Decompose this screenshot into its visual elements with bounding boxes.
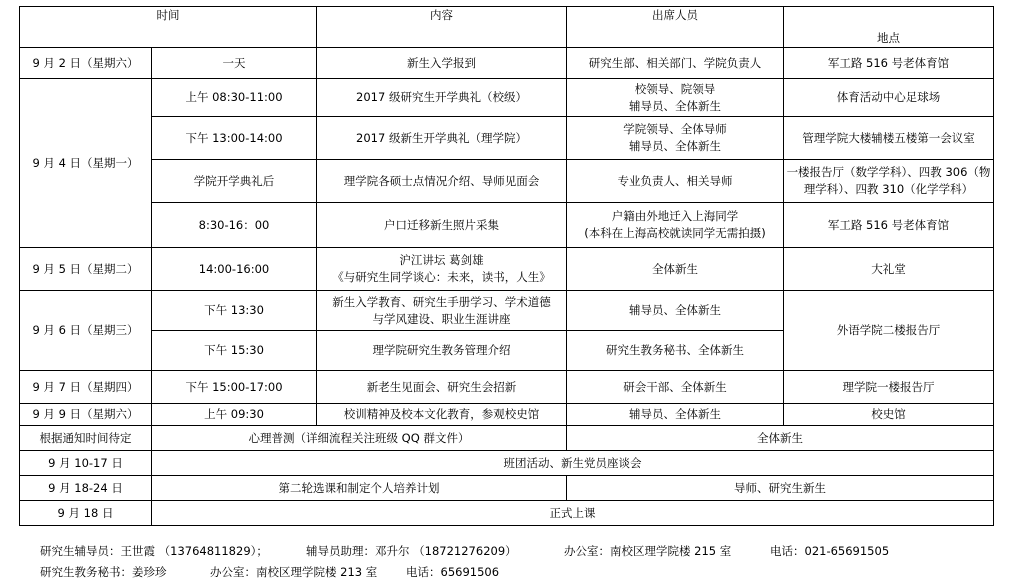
content-cell: 校训精神及校本文化教育，参观校史馆 <box>317 404 567 426</box>
content-cell: 新生入学报到 <box>317 48 567 79</box>
attendees-line: 辅导员、全体新生 <box>629 139 721 153</box>
content-line: 沪江讲坛 葛剑雄 <box>399 253 484 267</box>
time-cell: 一天 <box>152 48 317 79</box>
attendees-cell: 研会干部、全体新生 <box>567 371 784 404</box>
header-time: 时间 <box>20 7 317 48</box>
content-cell: 户口迁移新生照片采集 <box>317 203 567 248</box>
time-cell: 上午 08:30-11:00 <box>152 79 317 117</box>
attendees-cell <box>567 203 784 248</box>
header-location: 地点 <box>784 7 994 48</box>
content-cell: 心理普测（详细流程关注班级 QQ 群文件） <box>152 426 567 451</box>
attendees-cell: 辅导员、全体新生 <box>567 291 784 331</box>
content-line: 与学风建设、职业生涯讲座 <box>372 311 511 326</box>
counselor-contact: 研究生辅导员：王世霞 （13764811829）； <box>40 544 268 558</box>
attendees-line: 辅导员、全体新生 <box>629 98 721 113</box>
table-row <box>20 160 994 203</box>
date-cell: 9 月 4 日（星期一） <box>20 79 152 248</box>
content-cell <box>317 248 567 291</box>
table-row <box>20 79 994 117</box>
date-cell: 9 月 7 日（星期四） <box>20 371 152 404</box>
table-row <box>20 248 994 291</box>
time-cell: 14:00-16:00 <box>152 248 317 291</box>
table-row <box>20 426 994 451</box>
phone-info: 电话：65691506 <box>406 565 500 579</box>
table-row <box>20 203 994 248</box>
location-line: 一楼报告厅（数学学科）、四教 306（物 <box>786 165 991 179</box>
header-content: 内容 <box>317 7 567 48</box>
office-info: 办公室：南校区理学院楼 213 室 <box>210 565 378 579</box>
table-row <box>20 404 994 426</box>
time-cell: 下午 15:00-17:00 <box>152 371 317 404</box>
assistant-contact: 辅导员助理：邓升尔 （18721276209） <box>306 544 517 558</box>
location-cell: 军工路 516 号老体育馆 <box>784 203 994 248</box>
attendees-cell: 全体新生 <box>567 248 784 291</box>
location-cell: 军工路 516 号老体育馆 <box>784 48 994 79</box>
location-line: 理学科）、四教 310（化学学科） <box>803 182 974 196</box>
time-cell: 8:30-16：00 <box>152 203 317 248</box>
phone-info: 电话：021-65691505 <box>770 544 890 558</box>
secretary-contact: 研究生教务秘书：姜珍珍 <box>40 565 167 579</box>
attendees-cell: 导师、研究生新生 <box>567 476 994 501</box>
attendees-line: 学院领导、全体导师 <box>623 122 727 136</box>
table-row <box>20 476 994 501</box>
content-cell: 班团活动、新生党员座谈会 <box>152 451 994 476</box>
content-line: 《与研究生同学谈心：未来，读书，人生》 <box>332 270 551 284</box>
table-header-row <box>20 7 994 48</box>
content-cell: 2017 级新生开学典礼（理学院） <box>317 117 567 160</box>
time-cell: 上午 09:30 <box>152 404 317 426</box>
location-cell: 外语学院二楼报告厅 <box>784 291 994 371</box>
location-cell: 理学院一楼报告厅 <box>784 371 994 404</box>
attendees-cell: 研究生教务秘书、全体新生 <box>567 331 784 371</box>
attendees-cell: 研究生部、相关部门、学院负责人 <box>567 48 784 79</box>
date-cell: 9 月 10-17 日 <box>20 451 152 476</box>
location-cell: 管理学院大楼辅楼五楼第一会议室 <box>784 117 994 160</box>
time-cell: 下午 13:00-14:00 <box>152 117 317 160</box>
time-cell: 下午 15:30 <box>152 331 317 371</box>
attendees-cell <box>567 79 784 117</box>
date-cell: 根据通知时间待定 <box>20 426 152 451</box>
location-cell <box>784 160 994 203</box>
table-row <box>20 501 994 526</box>
attendees-line: (本科在上海高校就读同学无需拍摄) <box>584 226 766 240</box>
time-cell: 学院开学典礼后 <box>152 160 317 203</box>
table-row <box>20 371 994 404</box>
content-cell: 正式上课 <box>152 501 994 526</box>
location-cell: 体育活动中心足球场 <box>784 79 994 117</box>
office-info: 办公室：南校区理学院楼 215 室 <box>564 544 732 558</box>
date-cell: 9 月 5 日（星期二） <box>20 248 152 291</box>
attendees-line: 校领导、院领导 <box>634 81 716 96</box>
location-cell: 校史馆 <box>784 404 994 426</box>
content-cell: 理学院各硕士点情况介绍、导师见面会 <box>317 160 567 203</box>
table-row <box>20 48 994 79</box>
location-cell: 大礼堂 <box>784 248 994 291</box>
content-cell: 2017 级研究生开学典礼（校级） <box>317 79 567 117</box>
date-cell: 9 月 2 日（星期六） <box>20 48 152 79</box>
content-cell: 理学院研究生教务管理介绍 <box>317 331 567 371</box>
content-cell <box>317 291 567 331</box>
table-row <box>20 291 994 331</box>
content-cell: 第二轮选课和制定个人培养计划 <box>152 476 567 501</box>
attendees-line: 户籍由外地迁入上海同学 <box>611 209 739 223</box>
date-cell: 9 月 9 日（星期六） <box>20 404 152 426</box>
time-cell: 下午 13:30 <box>152 291 317 331</box>
attendees-cell: 全体新生 <box>567 426 994 451</box>
content-cell: 新老生见面会、研究生会招新 <box>317 371 567 404</box>
attendees-cell <box>567 117 784 160</box>
date-cell: 9 月 6 日（星期三） <box>20 291 152 371</box>
date-cell: 9 月 18 日 <box>20 501 152 526</box>
attendees-cell: 辅导员、全体新生 <box>567 404 784 426</box>
table-row <box>20 451 994 476</box>
content-line: 新生入学教育、研究生手册学习、学术道德 <box>332 294 551 309</box>
schedule-table <box>19 6 994 526</box>
date-cell: 9 月 18-24 日 <box>20 476 152 501</box>
header-attendees: 出席人员 <box>567 7 784 48</box>
attendees-cell: 专业负责人、相关导师 <box>567 160 784 203</box>
table-row <box>20 117 994 160</box>
